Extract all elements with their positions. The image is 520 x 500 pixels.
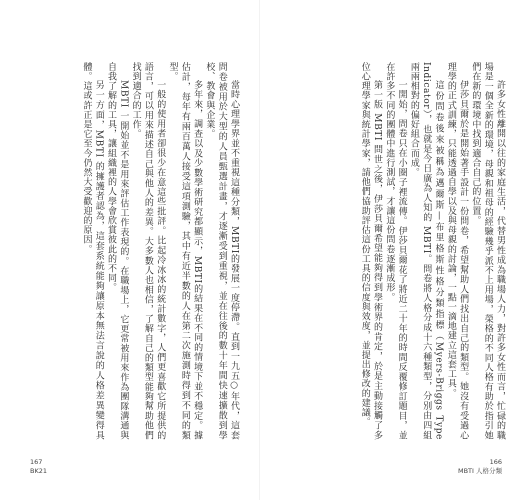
- paragraph: 一般的使用者卻很少在意這些批評。比起冷冰冰的統計數字，人們更喜歡它所提供的語言，可以用來描述自己與他人的差異。大多數人也相信，了解自己的類型能夠幫助他們找到適合的工作。: [130, 62, 166, 440]
- paragraph: 許多女性離開以往的家庭生活，代替男性成為職場人力，對許多女性而言，忙碌的職場是一個全新的環境，母親和祖母的經驗幾乎派不上用場，榮格的不同人格有助於指引她們在新的環境中找到適合自己的位置。: [470, 62, 505, 440]
- paragraph: 一開始，問卷只在小圈子裡流傳。伊莎貝爾花了將近二十年的時間反覆修訂題目，並在許多不同的團體中進行測試，才讓這份問卷逐漸成形。: [384, 62, 407, 440]
- right-page-footer: [458, 458, 502, 476]
- section-label: MBTI 人格分類: [457, 467, 502, 475]
- paragraph: MBTI 一開始並不是用來評估工作表現的。在職場上，它更常被用來作為團隊溝通與自我了解的工具，讓組織裡的人學會欣賞彼此的不同。: [106, 62, 129, 440]
- paragraph: 伊莎貝爾於是開始著手設計一份問卷，希望幫助人們找出自己的類型。她沒有受過心理學的正式訓練，只能透過自學以及與母親的討論，一點一滴地建立這套工具。: [445, 62, 469, 440]
- left-page-body: [28, 62, 240, 440]
- left-page-footer: [30, 458, 47, 476]
- right-page-body: [282, 62, 506, 440]
- paragraph: 另一方面，MBTI 的擁護者認為，這套系統能夠讓原本無法言說的人格差異變得具體。這或許正是它至今仍然大受歡迎的原因。: [81, 62, 104, 440]
- paragraph: 第一版 MBTI 問世之後，伊莎貝爾希望能夠得到學術界的肯定，於是主動接觸了多位心理學家與統計學家，請他們協助評估這份工具的信度與效度，並提出修改的建議。: [359, 62, 383, 440]
- page-number: 166: [489, 458, 502, 466]
- paragraph: 多年來，調查以及少數學術研究都顯示，MBTI的結果在不同的情境下並不穩定。據估計，每年有兩百萬人接受這項測驗，其中有近半數的人在第二次施測時得到不同的類型。: [167, 62, 203, 440]
- paragraph: 這份問卷後來被稱為邁爾斯—布里格斯性格分類指標（Myers-Briggs Type Indicator），也就是今日廣為人知的 MBTI。問卷將人格分成十六種類型，分別由四組兩兩相對的偏好組合而成。: [408, 62, 444, 440]
- paragraph: 當時心理學界並不重視這種分類，MBTI的發展一度停滯。直到一九五○年代，這套問卷被用於大型的人員甄選計畫，才逐漸受到重視，並在往後的數十年間快速擴散到學校、教會與企業。: [204, 62, 239, 440]
- section-label: BK21: [30, 467, 47, 475]
- right-page: [260, 0, 520, 500]
- page-number: 167: [30, 458, 43, 466]
